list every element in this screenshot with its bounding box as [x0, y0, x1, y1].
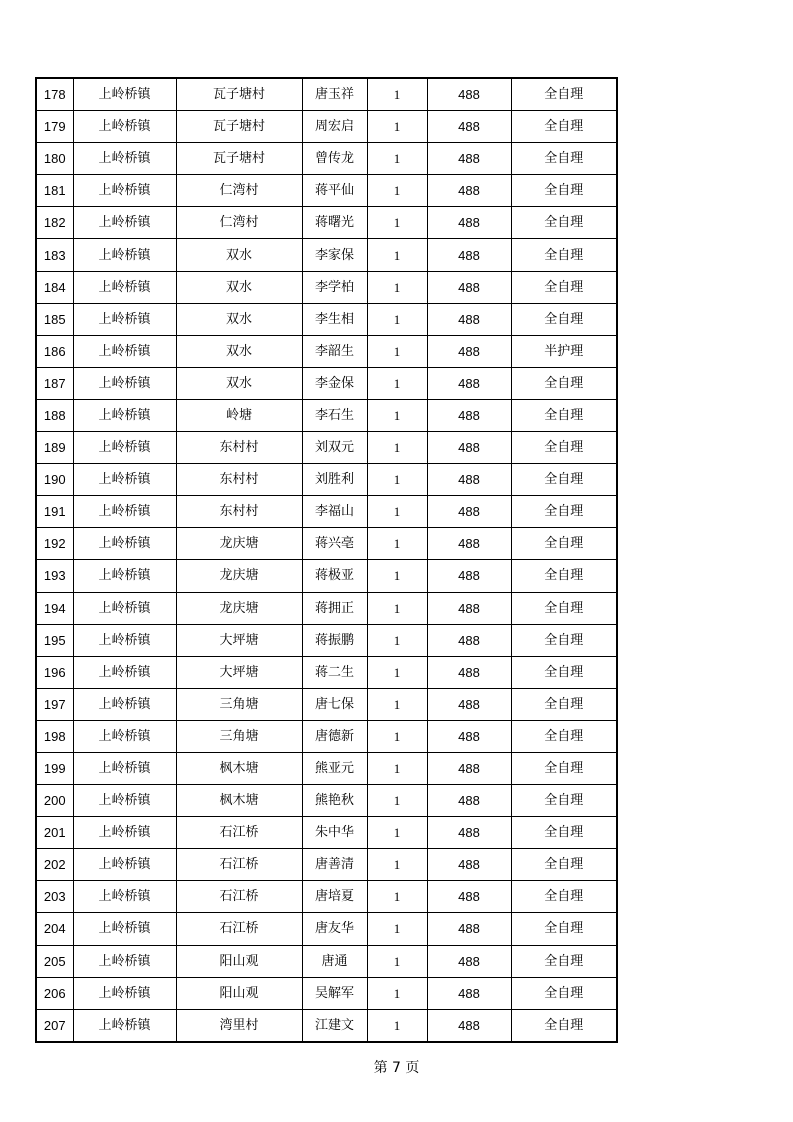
amount-cell: 488: [427, 271, 511, 303]
town-cell: 上岭桥镇: [73, 977, 176, 1009]
amount-cell: 488: [427, 239, 511, 271]
count-cell: 1: [367, 175, 427, 207]
town-cell: 上岭桥镇: [73, 239, 176, 271]
village-cell: 阳山观: [176, 977, 302, 1009]
amount-cell: 488: [427, 207, 511, 239]
table-row: [36, 688, 617, 720]
table-row: [36, 367, 617, 399]
row-number-cell: 201: [36, 817, 73, 849]
row-number-cell: 189: [36, 432, 73, 464]
town-cell: 上岭桥镇: [73, 913, 176, 945]
care-type-cell: 全自理: [511, 881, 617, 913]
table-row: [36, 432, 617, 464]
table-row: [36, 335, 617, 367]
amount-cell: 488: [427, 367, 511, 399]
town-cell: 上岭桥镇: [73, 624, 176, 656]
amount-cell: 488: [427, 432, 511, 464]
care-type-cell: 全自理: [511, 945, 617, 977]
town-cell: 上岭桥镇: [73, 111, 176, 143]
amount-cell: 488: [427, 688, 511, 720]
row-number-cell: 194: [36, 592, 73, 624]
town-cell: 上岭桥镇: [73, 399, 176, 431]
village-cell: 瓦子塘村: [176, 143, 302, 175]
amount-cell: 488: [427, 720, 511, 752]
town-cell: 上岭桥镇: [73, 175, 176, 207]
person-name-cell: 唐七保: [302, 688, 367, 720]
person-name-cell: 蒋二生: [302, 656, 367, 688]
table-row: [36, 271, 617, 303]
town-cell: 上岭桥镇: [73, 560, 176, 592]
row-number-cell: 179: [36, 111, 73, 143]
person-name-cell: 周宏启: [302, 111, 367, 143]
care-type-cell: 全自理: [511, 143, 617, 175]
town-cell: 上岭桥镇: [73, 271, 176, 303]
count-cell: 1: [367, 399, 427, 431]
row-number-cell: 192: [36, 528, 73, 560]
amount-cell: 488: [427, 560, 511, 592]
count-cell: 1: [367, 111, 427, 143]
count-cell: 1: [367, 977, 427, 1009]
amount-cell: 488: [427, 849, 511, 881]
care-type-cell: 全自理: [511, 977, 617, 1009]
person-name-cell: 蒋兴亳: [302, 528, 367, 560]
table-row: [36, 175, 617, 207]
care-type-cell: 全自理: [511, 111, 617, 143]
row-number-cell: 191: [36, 496, 73, 528]
row-number-cell: 205: [36, 945, 73, 977]
count-cell: 1: [367, 1009, 427, 1042]
count-cell: 1: [367, 207, 427, 239]
table-row: [36, 560, 617, 592]
person-name-cell: 李家保: [302, 239, 367, 271]
row-number-cell: 181: [36, 175, 73, 207]
amount-cell: 488: [427, 143, 511, 175]
town-cell: 上岭桥镇: [73, 881, 176, 913]
person-name-cell: 朱中华: [302, 817, 367, 849]
amount-cell: 488: [427, 464, 511, 496]
row-number-cell: 207: [36, 1009, 73, 1042]
amount-cell: 488: [427, 496, 511, 528]
person-name-cell: 熊亚元: [302, 752, 367, 784]
person-name-cell: 蒋极亚: [302, 560, 367, 592]
town-cell: 上岭桥镇: [73, 303, 176, 335]
village-cell: 龙庆塘: [176, 560, 302, 592]
care-type-cell: 全自理: [511, 592, 617, 624]
amount-cell: 488: [427, 977, 511, 1009]
town-cell: 上岭桥镇: [73, 656, 176, 688]
row-number-cell: 195: [36, 624, 73, 656]
row-number-cell: 183: [36, 239, 73, 271]
village-cell: 大坪塘: [176, 656, 302, 688]
row-number-cell: 203: [36, 881, 73, 913]
person-name-cell: 曾传龙: [302, 143, 367, 175]
care-type-cell: 全自理: [511, 528, 617, 560]
town-cell: 上岭桥镇: [73, 592, 176, 624]
person-name-cell: 熊艳秋: [302, 785, 367, 817]
row-number-cell: 198: [36, 720, 73, 752]
count-cell: 1: [367, 624, 427, 656]
count-cell: 1: [367, 432, 427, 464]
amount-cell: 488: [427, 1009, 511, 1042]
amount-cell: 488: [427, 913, 511, 945]
row-number-cell: 200: [36, 785, 73, 817]
village-cell: 三角塘: [176, 688, 302, 720]
village-cell: 大坪塘: [176, 624, 302, 656]
table-row: [36, 143, 617, 175]
count-cell: 1: [367, 688, 427, 720]
count-cell: 1: [367, 271, 427, 303]
table-row: [36, 624, 617, 656]
count-cell: 1: [367, 496, 427, 528]
care-type-cell: 全自理: [511, 656, 617, 688]
row-number-cell: 185: [36, 303, 73, 335]
table-row: [36, 913, 617, 945]
count-cell: 1: [367, 528, 427, 560]
person-name-cell: 蒋曙光: [302, 207, 367, 239]
village-cell: 石江桥: [176, 913, 302, 945]
care-type-cell: 全自理: [511, 688, 617, 720]
count-cell: 1: [367, 143, 427, 175]
row-number-cell: 190: [36, 464, 73, 496]
count-cell: 1: [367, 881, 427, 913]
count-cell: 1: [367, 656, 427, 688]
count-cell: 1: [367, 849, 427, 881]
row-number-cell: 187: [36, 367, 73, 399]
town-cell: 上岭桥镇: [73, 849, 176, 881]
care-type-cell: 全自理: [511, 399, 617, 431]
count-cell: 1: [367, 303, 427, 335]
village-cell: 东村村: [176, 464, 302, 496]
table-body: [36, 78, 617, 1042]
care-type-cell: 全自理: [511, 849, 617, 881]
town-cell: 上岭桥镇: [73, 688, 176, 720]
table-row: [36, 720, 617, 752]
amount-cell: 488: [427, 817, 511, 849]
town-cell: 上岭桥镇: [73, 785, 176, 817]
town-cell: 上岭桥镇: [73, 207, 176, 239]
person-name-cell: 唐德新: [302, 720, 367, 752]
town-cell: 上岭桥镇: [73, 143, 176, 175]
row-number-cell: 188: [36, 399, 73, 431]
table-row: [36, 528, 617, 560]
row-number-cell: 204: [36, 913, 73, 945]
village-cell: 双水: [176, 271, 302, 303]
table-row: [36, 817, 617, 849]
person-name-cell: 李生相: [302, 303, 367, 335]
table-row: [36, 464, 617, 496]
amount-cell: 488: [427, 881, 511, 913]
table-row: [36, 785, 617, 817]
table-row: [36, 239, 617, 271]
town-cell: 上岭桥镇: [73, 496, 176, 528]
amount-cell: 488: [427, 335, 511, 367]
person-name-cell: 唐玉祥: [302, 78, 367, 111]
amount-cell: 488: [427, 303, 511, 335]
village-cell: 湾里村: [176, 1009, 302, 1042]
town-cell: 上岭桥镇: [73, 720, 176, 752]
town-cell: 上岭桥镇: [73, 1009, 176, 1042]
amount-cell: 488: [427, 945, 511, 977]
table-row: [36, 945, 617, 977]
amount-cell: 488: [427, 111, 511, 143]
care-type-cell: 全自理: [511, 464, 617, 496]
care-type-cell: 全自理: [511, 913, 617, 945]
care-type-cell: 全自理: [511, 560, 617, 592]
town-cell: 上岭桥镇: [73, 432, 176, 464]
person-name-cell: 唐通: [302, 945, 367, 977]
village-cell: 石江桥: [176, 881, 302, 913]
village-cell: 双水: [176, 335, 302, 367]
village-cell: 岭塘: [176, 399, 302, 431]
town-cell: 上岭桥镇: [73, 752, 176, 784]
row-number-cell: 178: [36, 78, 73, 111]
table-row: [36, 752, 617, 784]
care-type-cell: 全自理: [511, 785, 617, 817]
person-name-cell: 蒋平仙: [302, 175, 367, 207]
count-cell: 1: [367, 367, 427, 399]
table-row: [36, 849, 617, 881]
amount-cell: 488: [427, 656, 511, 688]
person-name-cell: 刘双元: [302, 432, 367, 464]
town-cell: 上岭桥镇: [73, 817, 176, 849]
person-name-cell: 李学柏: [302, 271, 367, 303]
page-number: 第 7 页: [373, 1060, 420, 1076]
person-name-cell: 江建文: [302, 1009, 367, 1042]
person-name-cell: 蒋振鹏: [302, 624, 367, 656]
person-name-cell: 刘胜利: [302, 464, 367, 496]
table-row: [36, 111, 617, 143]
care-type-cell: 全自理: [511, 624, 617, 656]
town-cell: 上岭桥镇: [73, 945, 176, 977]
data-table: [35, 77, 618, 1043]
amount-cell: 488: [427, 528, 511, 560]
village-cell: 龙庆塘: [176, 528, 302, 560]
village-cell: 阳山观: [176, 945, 302, 977]
amount-cell: 488: [427, 175, 511, 207]
care-type-cell: 全自理: [511, 496, 617, 528]
row-number-cell: 184: [36, 271, 73, 303]
count-cell: 1: [367, 720, 427, 752]
care-type-cell: 全自理: [511, 432, 617, 464]
row-number-cell: 180: [36, 143, 73, 175]
count-cell: 1: [367, 945, 427, 977]
village-cell: 枫木塘: [176, 785, 302, 817]
village-cell: 仁湾村: [176, 175, 302, 207]
village-cell: 仁湾村: [176, 207, 302, 239]
care-type-cell: 全自理: [511, 239, 617, 271]
village-cell: 东村村: [176, 432, 302, 464]
care-type-cell: 全自理: [511, 720, 617, 752]
amount-cell: 488: [427, 624, 511, 656]
count-cell: 1: [367, 560, 427, 592]
town-cell: 上岭桥镇: [73, 464, 176, 496]
person-name-cell: 唐善清: [302, 849, 367, 881]
count-cell: 1: [367, 78, 427, 111]
table-row: [36, 881, 617, 913]
person-name-cell: 唐友华: [302, 913, 367, 945]
care-type-cell: 全自理: [511, 175, 617, 207]
count-cell: 1: [367, 913, 427, 945]
town-cell: 上岭桥镇: [73, 78, 176, 111]
person-name-cell: 蒋拥正: [302, 592, 367, 624]
village-cell: 瓦子塘村: [176, 78, 302, 111]
table-row: [36, 977, 617, 1009]
person-name-cell: 李福山: [302, 496, 367, 528]
table-row: [36, 656, 617, 688]
row-number-cell: 202: [36, 849, 73, 881]
count-cell: 1: [367, 785, 427, 817]
amount-cell: 488: [427, 752, 511, 784]
town-cell: 上岭桥镇: [73, 528, 176, 560]
town-cell: 上岭桥镇: [73, 367, 176, 399]
table-row: [36, 303, 617, 335]
village-cell: 东村村: [176, 496, 302, 528]
row-number-cell: 193: [36, 560, 73, 592]
row-number-cell: 196: [36, 656, 73, 688]
care-type-cell: 全自理: [511, 752, 617, 784]
village-cell: 双水: [176, 367, 302, 399]
person-name-cell: 李石生: [302, 399, 367, 431]
person-name-cell: 吴解军: [302, 977, 367, 1009]
row-number-cell: 206: [36, 977, 73, 1009]
row-number-cell: 199: [36, 752, 73, 784]
amount-cell: 488: [427, 78, 511, 111]
count-cell: 1: [367, 464, 427, 496]
count-cell: 1: [367, 752, 427, 784]
table-row: [36, 207, 617, 239]
village-cell: 龙庆塘: [176, 592, 302, 624]
person-name-cell: 李金保: [302, 367, 367, 399]
count-cell: 1: [367, 239, 427, 271]
person-name-cell: 李韶生: [302, 335, 367, 367]
village-cell: 三角塘: [176, 720, 302, 752]
village-cell: 双水: [176, 303, 302, 335]
table-row: [36, 78, 617, 111]
row-number-cell: 186: [36, 335, 73, 367]
care-type-cell: 全自理: [511, 271, 617, 303]
care-type-cell: 全自理: [511, 207, 617, 239]
village-cell: 枫木塘: [176, 752, 302, 784]
amount-cell: 488: [427, 785, 511, 817]
person-name-cell: 唐培夏: [302, 881, 367, 913]
care-type-cell: 全自理: [511, 817, 617, 849]
count-cell: 1: [367, 335, 427, 367]
amount-cell: 488: [427, 399, 511, 431]
table-row: [36, 496, 617, 528]
table-row: [36, 592, 617, 624]
care-type-cell: 全自理: [511, 78, 617, 111]
care-type-cell: 半护理: [511, 335, 617, 367]
count-cell: 1: [367, 817, 427, 849]
village-cell: 石江桥: [176, 849, 302, 881]
table-row: [36, 399, 617, 431]
village-cell: 石江桥: [176, 817, 302, 849]
village-cell: 瓦子塘村: [176, 111, 302, 143]
care-type-cell: 全自理: [511, 1009, 617, 1042]
care-type-cell: 全自理: [511, 303, 617, 335]
town-cell: 上岭桥镇: [73, 335, 176, 367]
count-cell: 1: [367, 592, 427, 624]
row-number-cell: 197: [36, 688, 73, 720]
table-row: [36, 1009, 617, 1042]
amount-cell: 488: [427, 592, 511, 624]
care-type-cell: 全自理: [511, 367, 617, 399]
row-number-cell: 182: [36, 207, 73, 239]
village-cell: 双水: [176, 239, 302, 271]
